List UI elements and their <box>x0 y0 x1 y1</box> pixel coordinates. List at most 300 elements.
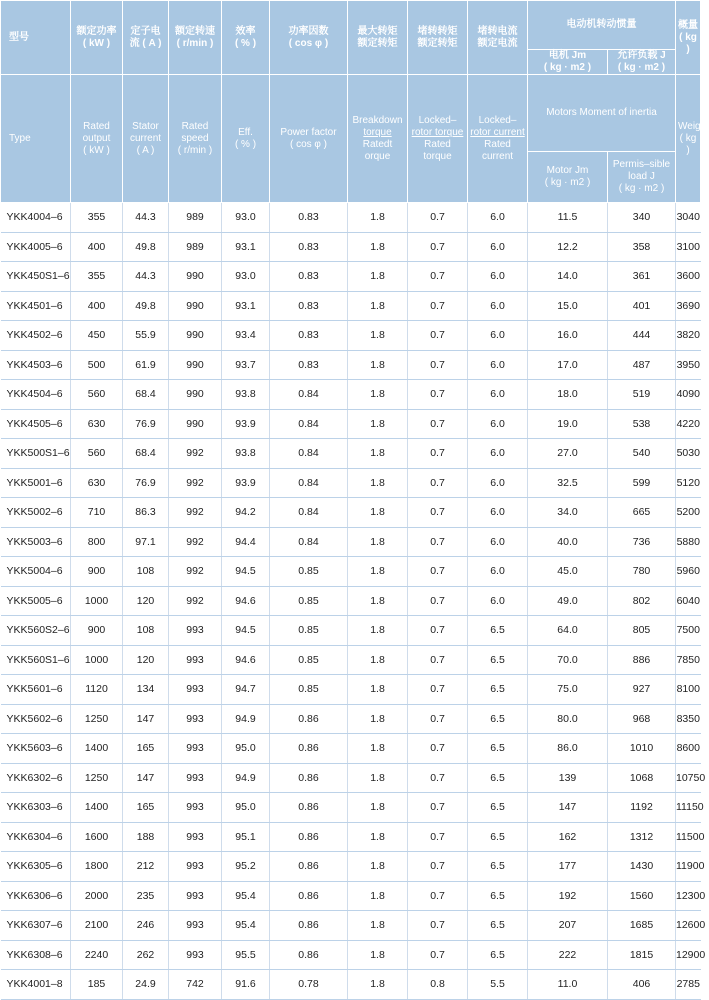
table-cell: 355 <box>71 262 123 292</box>
table-cell: 1.8 <box>348 852 408 882</box>
table-cell: 80.0 <box>528 704 608 734</box>
table-cell: 1.8 <box>348 616 408 646</box>
table-cell: 86.3 <box>123 498 169 528</box>
table-cell: 6.0 <box>468 409 528 439</box>
table-cell: 993 <box>169 822 222 852</box>
cell-type: YKK4501–6 <box>1 291 71 321</box>
table-cell: 0.85 <box>270 645 348 675</box>
table-cell: 1.8 <box>348 203 408 233</box>
table-cell: 6040 <box>676 586 701 616</box>
table-cell: 0.7 <box>408 763 468 793</box>
table-cell: 0.84 <box>270 380 348 410</box>
table-cell: 0.7 <box>408 557 468 587</box>
table-cell: 630 <box>71 409 123 439</box>
table-row <box>1 498 701 528</box>
col-group-inertia-zh: 电动机转动惯量 <box>528 1 676 50</box>
table-cell: 6.0 <box>468 262 528 292</box>
table-cell: 992 <box>169 527 222 557</box>
table-cell: 3600 <box>676 262 701 292</box>
table-cell: 6.5 <box>468 763 528 793</box>
table-cell: 6.5 <box>468 911 528 941</box>
col-header-breakdown-zh: 最大转矩 额定转矩 <box>348 1 408 75</box>
table-row <box>1 468 701 498</box>
col-header-locked-current-en <box>468 75 528 203</box>
table-cell: 5120 <box>676 468 701 498</box>
table-cell: 0.7 <box>408 439 468 469</box>
table-cell: 212 <box>123 852 169 882</box>
col-header-pf-zh: 功率因数 ( cos φ ) <box>270 1 348 75</box>
table-cell: 0.7 <box>408 822 468 852</box>
table-cell: 538 <box>608 409 676 439</box>
table-cell: 94.9 <box>222 704 270 734</box>
table-cell: 2000 <box>71 881 123 911</box>
table-cell: 0.7 <box>408 940 468 970</box>
table-cell: 147 <box>528 793 608 823</box>
table-cell: 6.0 <box>468 291 528 321</box>
table-cell: 0.7 <box>408 734 468 764</box>
table-cell: 76.9 <box>123 468 169 498</box>
table-row <box>1 321 701 351</box>
table-cell: 1.8 <box>348 527 408 557</box>
table-cell: 1.8 <box>348 586 408 616</box>
table-cell: 34.0 <box>528 498 608 528</box>
cell-type: YKK6302–6 <box>1 763 71 793</box>
table-cell: 134 <box>123 675 169 705</box>
locked-current-line1: Locked– <box>478 114 517 126</box>
table-cell: 11500 <box>676 822 701 852</box>
table-cell: 1.8 <box>348 822 408 852</box>
table-cell: 139 <box>528 763 608 793</box>
table-cell: 0.83 <box>270 321 348 351</box>
col-header-output-en: Rated output ( kW ) <box>71 75 123 203</box>
table-row <box>1 970 701 1000</box>
table-cell: 0.7 <box>408 527 468 557</box>
table-cell: 1560 <box>608 881 676 911</box>
table-cell: 188 <box>123 822 169 852</box>
table-cell: 780 <box>608 557 676 587</box>
table-cell: 16.0 <box>528 321 608 351</box>
table-cell: 70.0 <box>528 645 608 675</box>
table-cell: 6.5 <box>468 645 528 675</box>
table-cell: 93.9 <box>222 409 270 439</box>
cell-type: YKK4004–6 <box>1 203 71 233</box>
table-cell: 992 <box>169 557 222 587</box>
table-cell: 0.84 <box>270 468 348 498</box>
table-cell: 0.7 <box>408 232 468 262</box>
table-cell: 86.0 <box>528 734 608 764</box>
table-cell: 0.86 <box>270 940 348 970</box>
table-cell: 0.7 <box>408 675 468 705</box>
table-cell: 94.2 <box>222 498 270 528</box>
table-row <box>1 704 701 734</box>
table-cell: 0.83 <box>270 232 348 262</box>
table-cell: 1.8 <box>348 940 408 970</box>
table-cell: 246 <box>123 911 169 941</box>
cell-type: YKK4505–6 <box>1 409 71 439</box>
table-cell: 2240 <box>71 940 123 970</box>
table-cell: 993 <box>169 940 222 970</box>
table-cell: 0.83 <box>270 203 348 233</box>
table-cell: 805 <box>608 616 676 646</box>
table-cell: 990 <box>169 350 222 380</box>
table-cell: 0.7 <box>408 586 468 616</box>
table-cell: 6.0 <box>468 321 528 351</box>
table-cell: 6.5 <box>468 793 528 823</box>
col-header-current-zh: 定子电 流 ( A ) <box>123 1 169 75</box>
table-cell: 6.5 <box>468 822 528 852</box>
table-cell: 993 <box>169 763 222 793</box>
table-cell: 1.8 <box>348 321 408 351</box>
table-cell: 207 <box>528 911 608 941</box>
table-cell: 0.86 <box>270 734 348 764</box>
table-cell: 401 <box>608 291 676 321</box>
table-cell: 599 <box>608 468 676 498</box>
breakdown-line2: torque <box>363 126 392 138</box>
table-cell: 1.8 <box>348 645 408 675</box>
table-row <box>1 232 701 262</box>
table-cell: 1.8 <box>348 262 408 292</box>
table-cell: 1000 <box>71 586 123 616</box>
table-cell: 3690 <box>676 291 701 321</box>
table-cell: 0.7 <box>408 793 468 823</box>
table-cell: 1.8 <box>348 291 408 321</box>
table-cell: 6.0 <box>468 203 528 233</box>
table-row <box>1 262 701 292</box>
table-cell: 993 <box>169 852 222 882</box>
table-cell: 18.0 <box>528 380 608 410</box>
table-cell: 8600 <box>676 734 701 764</box>
table-cell: 5200 <box>676 498 701 528</box>
col-header-eff-zh: 效率 ( % ) <box>222 1 270 75</box>
table-cell: 27.0 <box>528 439 608 469</box>
table-cell: 93.1 <box>222 291 270 321</box>
table-cell: 1312 <box>608 822 676 852</box>
table-cell: 990 <box>169 321 222 351</box>
table-cell: 0.78 <box>270 970 348 1000</box>
cell-type: YKK5601–6 <box>1 675 71 705</box>
table-cell: 95.0 <box>222 734 270 764</box>
table-cell: 993 <box>169 793 222 823</box>
table-cell: 1250 <box>71 704 123 734</box>
table-cell: 45.0 <box>528 557 608 587</box>
table-cell: 1.8 <box>348 557 408 587</box>
table-cell: 1068 <box>608 763 676 793</box>
table-row <box>1 439 701 469</box>
table-cell: 0.85 <box>270 557 348 587</box>
table-cell: 340 <box>608 203 676 233</box>
table-cell: 0.7 <box>408 468 468 498</box>
cell-type: YKK500S1–6 <box>1 439 71 469</box>
table-row <box>1 852 701 882</box>
table-cell: 147 <box>123 704 169 734</box>
table-cell: 487 <box>608 350 676 380</box>
table-cell: 989 <box>169 203 222 233</box>
table-cell: 0.86 <box>270 881 348 911</box>
breakdown-line1: Breakdown <box>352 114 403 126</box>
table-cell: 1.8 <box>348 734 408 764</box>
table-cell: 450 <box>71 321 123 351</box>
table-cell: 49.8 <box>123 291 169 321</box>
table-cell: 400 <box>71 291 123 321</box>
table-cell: 3040 <box>676 203 701 233</box>
table-cell: 0.86 <box>270 793 348 823</box>
col-header-pf-en: Power factor ( cos φ ) <box>270 75 348 203</box>
table-cell: 12.2 <box>528 232 608 262</box>
table-cell: 95.5 <box>222 940 270 970</box>
table-cell: 992 <box>169 468 222 498</box>
table-cell: 94.5 <box>222 557 270 587</box>
cell-type: YKK5603–6 <box>1 734 71 764</box>
table-cell: 11.0 <box>528 970 608 1000</box>
table-cell: 93.9 <box>222 468 270 498</box>
table-cell: 64.0 <box>528 616 608 646</box>
table-cell: 0.7 <box>408 645 468 675</box>
table-cell: 560 <box>71 380 123 410</box>
table-row <box>1 822 701 852</box>
col-header-permissible-en: Permis–sible load J ( kg · m2 ) <box>608 152 676 203</box>
table-cell: 0.7 <box>408 321 468 351</box>
table-cell: 0.86 <box>270 763 348 793</box>
cell-type: YKK560S2–6 <box>1 616 71 646</box>
table-cell: 185 <box>71 970 123 1000</box>
table-cell: 6.5 <box>468 852 528 882</box>
table-cell: 1685 <box>608 911 676 941</box>
table-cell: 8100 <box>676 675 701 705</box>
table-cell: 1.8 <box>348 911 408 941</box>
header-row-zh <box>1 1 701 50</box>
cell-type: YKK6303–6 <box>1 793 71 823</box>
table-cell: 1800 <box>71 852 123 882</box>
table-cell: 91.6 <box>222 970 270 1000</box>
table-row <box>1 203 701 233</box>
col-header-output-zh: 额定功率 ( kW ) <box>71 1 123 75</box>
table-row <box>1 763 701 793</box>
table-cell: 0.7 <box>408 380 468 410</box>
table-cell: 968 <box>608 704 676 734</box>
table-cell: 95.4 <box>222 881 270 911</box>
table-row <box>1 291 701 321</box>
cell-type: YKK6306–6 <box>1 881 71 911</box>
table-cell: 927 <box>608 675 676 705</box>
locked-current-line2: rotor current <box>470 126 525 138</box>
table-cell: 1430 <box>608 852 676 882</box>
table-cell: 44.3 <box>123 203 169 233</box>
table-cell: 0.84 <box>270 409 348 439</box>
table-cell: 0.7 <box>408 881 468 911</box>
table-row <box>1 380 701 410</box>
table-cell: 12300 <box>676 881 701 911</box>
table-cell: 1010 <box>608 734 676 764</box>
table-cell: 76.9 <box>123 409 169 439</box>
table-cell: 6.0 <box>468 586 528 616</box>
table-cell: 1.8 <box>348 675 408 705</box>
table-cell: 1120 <box>71 675 123 705</box>
table-cell: 95.4 <box>222 911 270 941</box>
table-cell: 1.8 <box>348 970 408 1000</box>
col-header-permissible-zh: 允许负载 J ( kg · m2 ) <box>608 50 676 75</box>
table-cell: 992 <box>169 439 222 469</box>
table-cell: 0.8 <box>408 970 468 1000</box>
table-cell: 14.0 <box>528 262 608 292</box>
table-cell: 0.7 <box>408 350 468 380</box>
cell-type: YKK4502–6 <box>1 321 71 351</box>
table-cell: 560 <box>71 439 123 469</box>
table-cell: 993 <box>169 911 222 941</box>
table-cell: 93.7 <box>222 350 270 380</box>
col-header-eff-en: Eff. ( % ) <box>222 75 270 203</box>
table-cell: 235 <box>123 881 169 911</box>
table-cell: 0.84 <box>270 439 348 469</box>
table-cell: 0.7 <box>408 409 468 439</box>
table-cell: 17.0 <box>528 350 608 380</box>
table-cell: 12900 <box>676 940 701 970</box>
table-cell: 0.7 <box>408 203 468 233</box>
table-cell: 630 <box>71 468 123 498</box>
table-cell: 94.5 <box>222 616 270 646</box>
table-cell: 993 <box>169 616 222 646</box>
table-cell: 3100 <box>676 232 701 262</box>
table-cell: 94.7 <box>222 675 270 705</box>
table-cell: 12600 <box>676 911 701 941</box>
table-cell: 222 <box>528 940 608 970</box>
table-cell: 1.8 <box>348 439 408 469</box>
table-cell: 95.1 <box>222 822 270 852</box>
cell-type: YKK4503–6 <box>1 350 71 380</box>
table-cell: 900 <box>71 557 123 587</box>
cell-type: YKK4005–6 <box>1 232 71 262</box>
table-row <box>1 881 701 911</box>
table-row <box>1 645 701 675</box>
table-cell: 0.85 <box>270 586 348 616</box>
table-row <box>1 911 701 941</box>
table-cell: 3820 <box>676 321 701 351</box>
table-cell: 519 <box>608 380 676 410</box>
table-cell: 355 <box>71 203 123 233</box>
cell-type: YKK5002–6 <box>1 498 71 528</box>
table-cell: 6.0 <box>468 232 528 262</box>
table-cell: 1.8 <box>348 793 408 823</box>
table-cell: 0.83 <box>270 291 348 321</box>
table-cell: 5880 <box>676 527 701 557</box>
table-row <box>1 350 701 380</box>
table-cell: 10750 <box>676 763 701 793</box>
table-cell: 710 <box>71 498 123 528</box>
table-row <box>1 557 701 587</box>
table-cell: 2100 <box>71 911 123 941</box>
table-cell: 3950 <box>676 350 701 380</box>
table-cell: 1.8 <box>348 350 408 380</box>
table-cell: 1192 <box>608 793 676 823</box>
col-header-locked-current-zh: 堵转电流 额定电流 <box>468 1 528 75</box>
locked-torque-line1: Locked– <box>418 114 457 126</box>
table-cell: 1400 <box>71 793 123 823</box>
table-cell: 1.8 <box>348 468 408 498</box>
table-cell: 5960 <box>676 557 701 587</box>
table-cell: 0.7 <box>408 852 468 882</box>
table-cell: 736 <box>608 527 676 557</box>
table-cell: 4220 <box>676 409 701 439</box>
table-cell: 75.0 <box>528 675 608 705</box>
table-cell: 94.6 <box>222 645 270 675</box>
cell-type: YKK5003–6 <box>1 527 71 557</box>
table-cell: 94.4 <box>222 527 270 557</box>
table-cell: 0.7 <box>408 291 468 321</box>
table-row <box>1 940 701 970</box>
cell-type: YKK4504–6 <box>1 380 71 410</box>
table-body <box>1 203 706 1000</box>
cell-type: YKK6307–6 <box>1 911 71 941</box>
table-cell: 19.0 <box>528 409 608 439</box>
table-cell: 6.5 <box>468 734 528 764</box>
table-cell: 165 <box>123 793 169 823</box>
table-cell: 49.0 <box>528 586 608 616</box>
table-cell: 68.4 <box>123 439 169 469</box>
table-cell: 95.0 <box>222 793 270 823</box>
table-cell: 49.8 <box>123 232 169 262</box>
breakdown-line3: Ratedt orque <box>362 138 393 162</box>
table-cell: 1400 <box>71 734 123 764</box>
table-cell: 1.8 <box>348 380 408 410</box>
table-cell: 93.0 <box>222 203 270 233</box>
table-cell: 5.5 <box>468 970 528 1000</box>
table-cell: 15.0 <box>528 291 608 321</box>
col-header-current-en: Stator current ( A ) <box>123 75 169 203</box>
table-cell: 177 <box>528 852 608 882</box>
col-header-motor-jm-zh: 电机 Jm ( kg · m2 ) <box>528 50 608 75</box>
table-cell: 0.86 <box>270 822 348 852</box>
cell-type: YKK5602–6 <box>1 704 71 734</box>
table-cell: 93.4 <box>222 321 270 351</box>
table-cell: 992 <box>169 498 222 528</box>
cell-type: YKK5005–6 <box>1 586 71 616</box>
table-cell: 992 <box>169 586 222 616</box>
table-cell: 0.83 <box>270 262 348 292</box>
table-cell: 990 <box>169 380 222 410</box>
table-cell: 406 <box>608 970 676 1000</box>
table-cell: 993 <box>169 675 222 705</box>
table-cell: 6.5 <box>468 881 528 911</box>
table-cell: 93.0 <box>222 262 270 292</box>
table-cell: 500 <box>71 350 123 380</box>
table-cell: 11.5 <box>528 203 608 233</box>
table-cell: 0.84 <box>270 498 348 528</box>
table-cell: 6.0 <box>468 350 528 380</box>
table-cell: 262 <box>123 940 169 970</box>
cell-type: YKK450S1–6 <box>1 262 71 292</box>
table-cell: 361 <box>608 262 676 292</box>
table-row <box>1 793 701 823</box>
table-cell: 0.85 <box>270 616 348 646</box>
table-cell: 7850 <box>676 645 701 675</box>
table-cell: 108 <box>123 557 169 587</box>
table-cell: 95.2 <box>222 852 270 882</box>
table-cell: 802 <box>608 586 676 616</box>
table-cell: 993 <box>169 704 222 734</box>
table-cell: 1.8 <box>348 232 408 262</box>
col-header-speed-en: Rated speed ( r/min ) <box>169 75 222 203</box>
col-header-breakdown-en <box>348 75 408 203</box>
table-cell: 162 <box>528 822 608 852</box>
table-row <box>1 675 701 705</box>
table-cell: 990 <box>169 262 222 292</box>
locked-current-line3: Rated current <box>481 138 514 162</box>
table-cell: 120 <box>123 645 169 675</box>
table-cell: 93.8 <box>222 439 270 469</box>
table-cell: 0.7 <box>408 911 468 941</box>
col-group-inertia-en: Motors Moment of inertia <box>528 75 676 152</box>
table-cell: 6.0 <box>468 468 528 498</box>
table-cell: 989 <box>169 232 222 262</box>
